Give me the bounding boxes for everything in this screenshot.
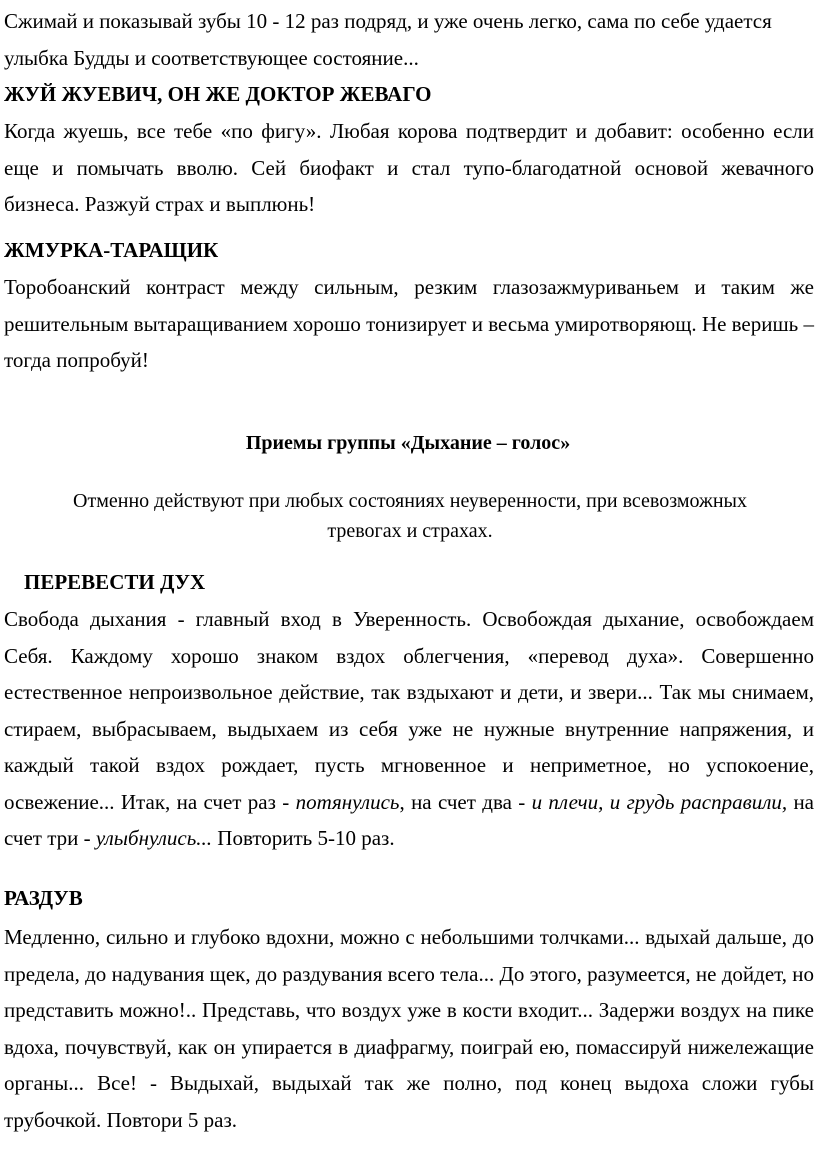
section-heading-zhmurka: ЖМУРКА-ТАРАЩИК <box>4 238 219 262</box>
italic-text: и плечи, и грудь расправили, <box>531 789 788 814</box>
italic-text: улыбнулись... <box>95 826 213 850</box>
section-body-zhuy: Когда жуешь, все тебе «по фигу». Любая корова подтвердит и добавит: особенно если еще и помычать вволю. Сей биофакт и стал тупо-благодатной основой жевачного бизнеса. Разжуй страх и выплюнь! <box>4 119 814 216</box>
section-body-razduv: Медленно, сильно и глубоко вдохни, можно с небольшими толчками... вдыхай дальше, до предела, до надувания щек, до раздувания всего тела... До этого, разумеется, не дойдет, но представить можно!.. Представь, что воздух уже в кости входит... Задержи воздух на пике вдоха, почувствуй, как он упирается в диафрагму, поиграй ею, помассируй нижележащие органы... Все! - Выдыхай, выдыхай так же полно, под конец выдоха сложи губы трубочкой. Повтори 5 раз. <box>4 925 814 1132</box>
body-text: Свобода дыхания - главный вход в Уверенность. Освобождая дыхание, освобождаем Себя. Каждому хорошо знаком вздох облегчения, «перевод духа». Совершенно естественное непроизвольное действие, так вздыхают и дети, и звери... Так мы снимаем, стираем, выбрасываем, выдыхаем из себя уже не нужные внутренние напряжения, и каждый такой вздох рождает, пусть мгновенное и неприметное, но успокоение, освежение... Итак, на счет раз - <box>4 607 814 814</box>
body-text: Повторить 5-10 раз. <box>212 826 395 850</box>
group-subtitle: Отменно действуют при любых состояниях неуверенности, при всевозможных тревогах и страхах. <box>73 490 747 542</box>
body-text: , на счет два - <box>399 789 532 814</box>
section-heading-zhuy: ЖУЙ ЖУЕВИЧ, ОН ЖЕ ДОКТОР ЖЕВАГО <box>4 82 432 106</box>
group-title: Приемы группы «Дыхание – голос» <box>245 432 571 454</box>
section-body-perevesti <box>4 601 814 857</box>
section-body-zhmurka: Торобоанский контраст между сильным, резким глазозажмуриваньем и таким же решительным вытаращиванием хорошо тонизирует и весьма умиротворяющ. Не веришь – тогда попробуй! <box>4 275 814 372</box>
body-text: на счет три - <box>4 789 815 850</box>
section-heading-razduv: РАЗДУВ <box>4 886 83 910</box>
section-heading-perevesti: ПЕРЕВЕСТИ ДУХ <box>24 570 206 594</box>
italic-text: потянулись <box>295 789 400 814</box>
intro-paragraph: Сжимай и показывай зубы 10 - 12 раз подряд, и уже очень легко, сама по себе удается улыбка Будды и соответствующее состояние... <box>4 9 772 70</box>
